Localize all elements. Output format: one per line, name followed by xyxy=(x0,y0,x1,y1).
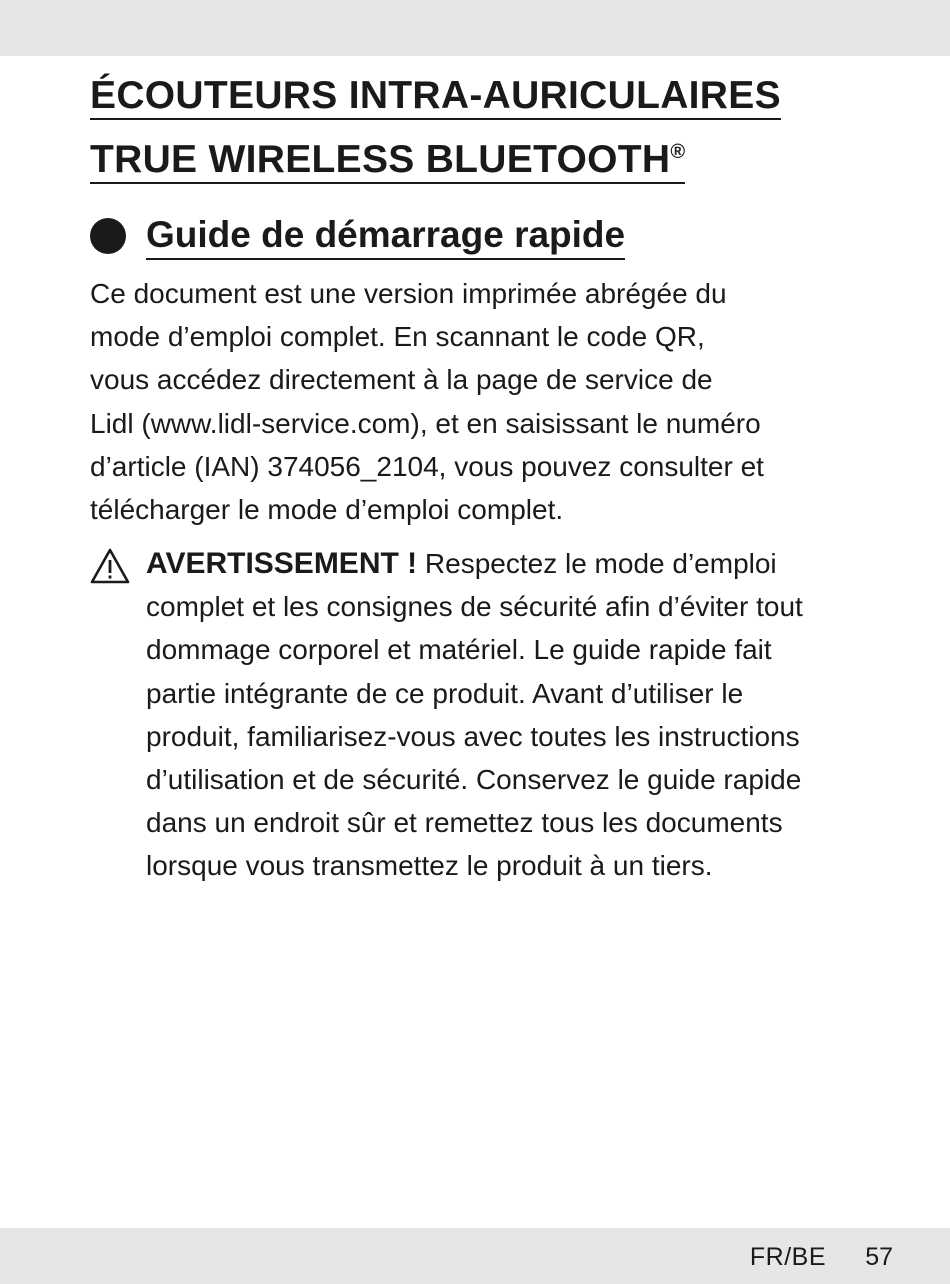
warning-line: dommage corporel et matériel. Le guide rapide fait xyxy=(146,634,772,666)
intro-line: Ce document est une version imprimée abrégée du xyxy=(90,278,727,309)
page-number: 57 xyxy=(865,1243,893,1271)
title-line-2 xyxy=(90,138,685,184)
warning-line: complet et les consignes de sécurité afin d’éviter tout xyxy=(146,591,803,623)
intro-line: d’article (IAN) 374056_2104, vous pouvez consulter et xyxy=(90,450,764,482)
intro-paragraph xyxy=(90,272,880,531)
warning-block xyxy=(90,542,880,888)
section-heading xyxy=(90,212,625,260)
title-text-2: TRUE WIRELESS BLUETOOTH xyxy=(90,138,671,181)
warning-first-line-text: Respectez le mode d’emploi xyxy=(417,548,777,579)
registered-mark: ® xyxy=(670,141,686,163)
warning-line: lorsque vous transmettez le produit à un tiers. xyxy=(146,850,713,882)
footer-language: FR/BE xyxy=(749,1243,826,1271)
page-title xyxy=(90,68,781,196)
intro-line: vous accédez directement à la page de service de xyxy=(90,364,713,396)
warning-text xyxy=(146,542,880,888)
warning-line: partie intégrante de ce produit. Avant d’utiliser le xyxy=(146,677,744,709)
title-line-1 xyxy=(90,74,781,120)
intro-line: télécharger le mode d’emploi complet. xyxy=(90,494,564,526)
warning-label: AVERTISSEMENT ! xyxy=(146,547,418,580)
section-title: Guide de démarrage rapide xyxy=(146,212,625,260)
title-text-1: ÉCOUTEURS INTRA-AURICULAIRES xyxy=(90,74,781,117)
bullet-icon xyxy=(90,218,126,254)
warning-line: dans un endroit sûr et remettez tous les documents xyxy=(146,807,783,839)
warning-first-line xyxy=(146,542,880,585)
top-band xyxy=(0,0,950,56)
warning-line: d’utilisation et de sécurité. Conservez le guide rapide xyxy=(146,764,802,796)
warning-triangle-icon xyxy=(90,548,130,584)
intro-line: mode d’emploi complet. En scannant le code QR, xyxy=(90,321,705,353)
intro-line: Lidl (www.lidl-service.com), et en saisissant le numéro xyxy=(90,407,761,439)
warning-line: produit, familiarisez-vous avec toutes les instructions xyxy=(146,720,800,752)
